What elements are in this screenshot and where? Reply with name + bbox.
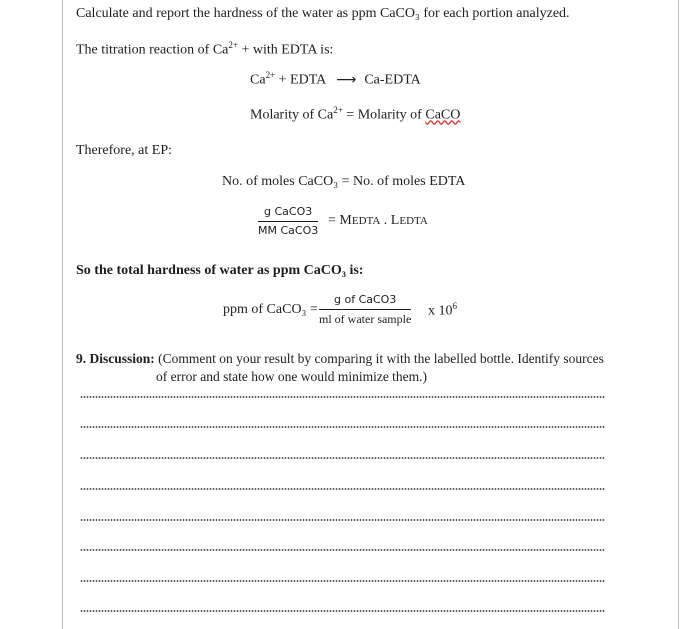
reaction-arrow: ⟶ <box>336 71 357 88</box>
intro-line-1: Calculate and report the hardness of the water as ppm CaCO₃ for each portion analyzed. <box>76 6 570 21</box>
answer-line-7[interactable] <box>80 580 605 582</box>
right-border-line <box>678 0 679 629</box>
discussion-line-1: 9. Discussion: (Comment on your result by comparing it with the labelled bottle. Identify sources <box>76 351 604 366</box>
answer-line-5[interactable] <box>80 519 605 521</box>
ppm-factor: x $10^6$ <box>428 301 457 319</box>
misspelled-caco: CaCO <box>425 107 461 123</box>
answer-line-1[interactable] <box>80 396 605 398</box>
answer-line-4[interactable] <box>80 488 605 490</box>
reaction-equation: $Ca^{2+}$ + EDTA ⟶ Ca-EDTA <box>250 70 421 88</box>
ep-label: Therefore, at EP: <box>76 143 173 158</box>
answer-line-3[interactable] <box>80 457 605 459</box>
intro-line-2: The titration reaction of $Ca^{2+}$ + with EDTA is: <box>76 40 334 58</box>
ppm-denominator: ml of water sample <box>319 312 412 326</box>
ppm-fraction-bar <box>319 309 411 310</box>
total-hardness-heading: So the total hardness of water as ppm CaCO₃ is: <box>76 263 364 278</box>
mass-equation-rhs: = MEDTA . LEDTA <box>328 213 428 228</box>
left-border-line <box>62 0 63 629</box>
answer-line-2[interactable] <box>80 426 605 428</box>
moles-equation: No. of moles CaCO₃ = No. of moles EDTA <box>222 174 466 189</box>
ppm-numerator: g of CaCO3 <box>333 293 397 306</box>
mass-fraction-bar <box>258 221 318 222</box>
ppm-fraction <box>319 292 411 327</box>
mass-numerator: g CaCO3 <box>264 205 313 218</box>
mass-denominator: MM CaCO3 <box>258 224 319 237</box>
mass-fraction <box>258 204 318 239</box>
answer-line-6[interactable] <box>80 549 605 551</box>
ppm-lhs: ppm of CaCO₃ = <box>223 302 318 317</box>
molarity-equation: Molarity of $Ca^{2+}$ = Molarity of CaCO <box>250 105 461 123</box>
discussion-line-2: of error and state how one would minimize them.) <box>156 369 428 384</box>
answer-line-8[interactable] <box>80 610 605 612</box>
